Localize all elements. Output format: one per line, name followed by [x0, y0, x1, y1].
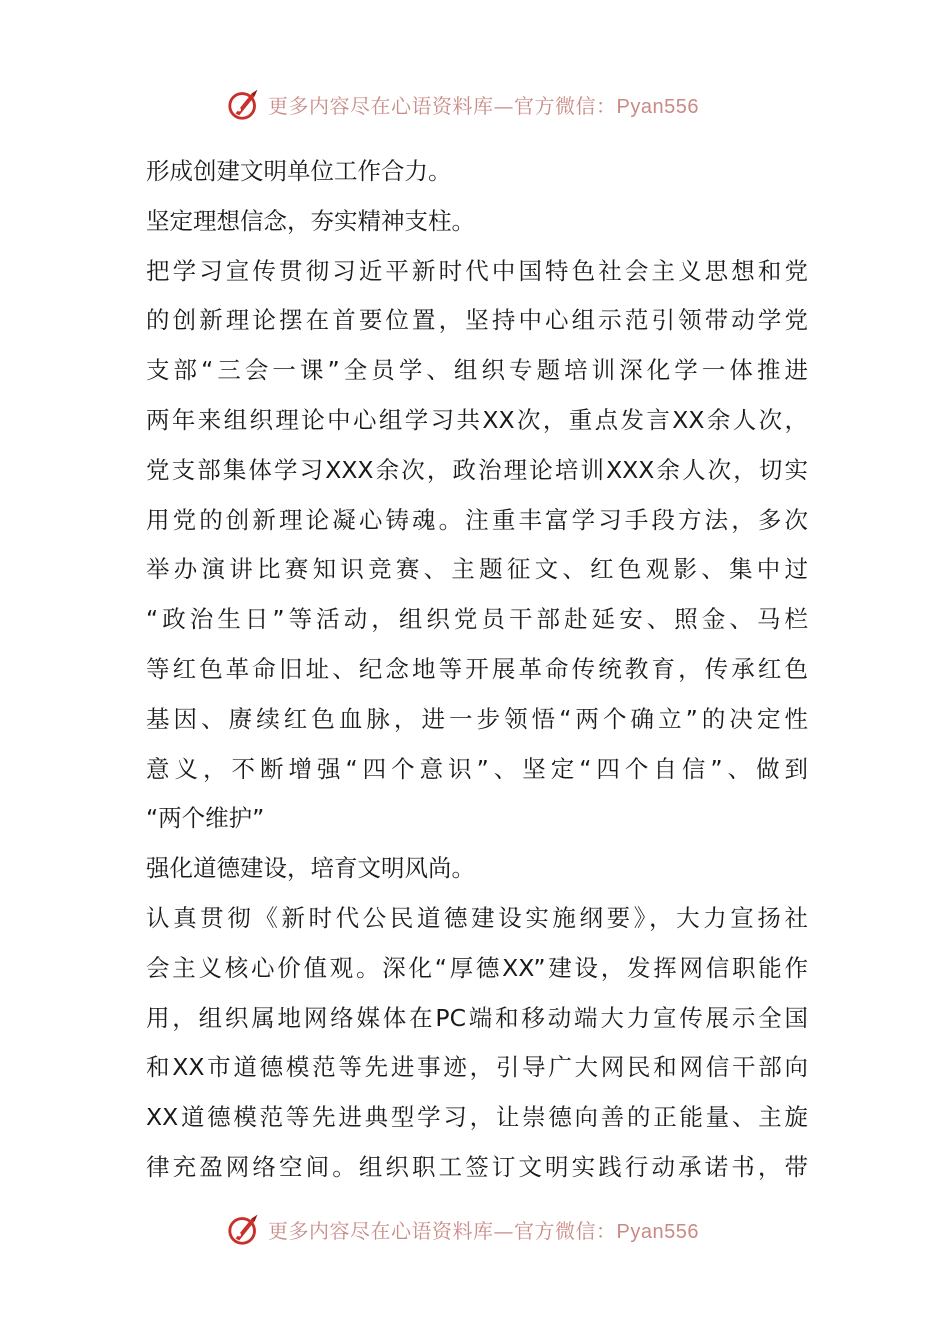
text-line: 把学习宣传贯彻习近平新时代中国特色社会主义思想和党 — [146, 256, 808, 285]
text-line: 支部“三会一课”全员学、组织专题培训深化学一体推进 — [146, 356, 808, 385]
text-line: 举办演讲比赛知识竞赛、主题征文、红色观影、集中过 — [146, 555, 808, 584]
text-line: 强化道德建设，培育文明风尚。 — [146, 854, 475, 883]
text-line: 的创新理论摆在首要位置，坚持中心组示范引领带动学党 — [146, 306, 808, 335]
text-line: XX道德模范等先进典型学习，让崇德向善的正能量、主旋 — [146, 1103, 808, 1132]
text-line: 意义，不断增强“四个意识”、坚定“四个自信”、做到 — [146, 754, 808, 783]
text-line: 坚定理想信念，夯实精神支柱。 — [146, 206, 475, 235]
text-line: 两年来组织理论中心组学习共XX次，重点发言XX余人次， — [146, 405, 808, 434]
text-line: 和XX市道德模范等先进事迹，引导广大网民和网信干部向 — [146, 1053, 808, 1082]
watermark-text: 更多内容尽在心语资料库—官方微信：Pyan556 — [268, 93, 699, 118]
text-line: “政治生日”等活动，组织党员干部赴延安、照金、马栏 — [146, 605, 808, 634]
header-watermark — [226, 84, 699, 124]
text-line: 认真贯彻《新时代公民道德建设实施纲要》，大力宣扬社 — [146, 903, 808, 932]
pen-nib-circle-icon — [226, 85, 264, 123]
watermark-text: 更多内容尽在心语资料库—官方微信：Pyan556 — [268, 1218, 699, 1243]
text-line: 用党的创新理论凝心铸魂。注重丰富学习手段方法，多次 — [146, 505, 808, 534]
footer-watermark — [226, 1209, 699, 1249]
text-line: 党支部集体学习XXX余次，政治理论培训XXX余人次，切实 — [146, 455, 808, 484]
pen-nib-circle-icon — [226, 1210, 264, 1248]
text-line: “两个维护” — [146, 804, 265, 833]
text-line: 用，组织属地网络媒体在PC端和移动端大力宣传展示全国 — [146, 1003, 808, 1032]
text-line: 形成创建文明单位工作合力。 — [146, 157, 452, 185]
text-line: 会主义核心价值观。深化“厚德XX”建设，发挥网信职能作 — [146, 953, 808, 982]
text-line: 基因、赓续红色血脉，进一步领悟“两个确立”的决定性 — [146, 704, 808, 733]
text-line: 律充盈网络空间。组织职工签订文明实践行动承诺书，带 — [146, 1152, 808, 1181]
document-body — [146, 147, 808, 1193]
text-line: 等红色革命旧址、纪念地等开展革命传统教育，传承红色 — [146, 654, 808, 683]
